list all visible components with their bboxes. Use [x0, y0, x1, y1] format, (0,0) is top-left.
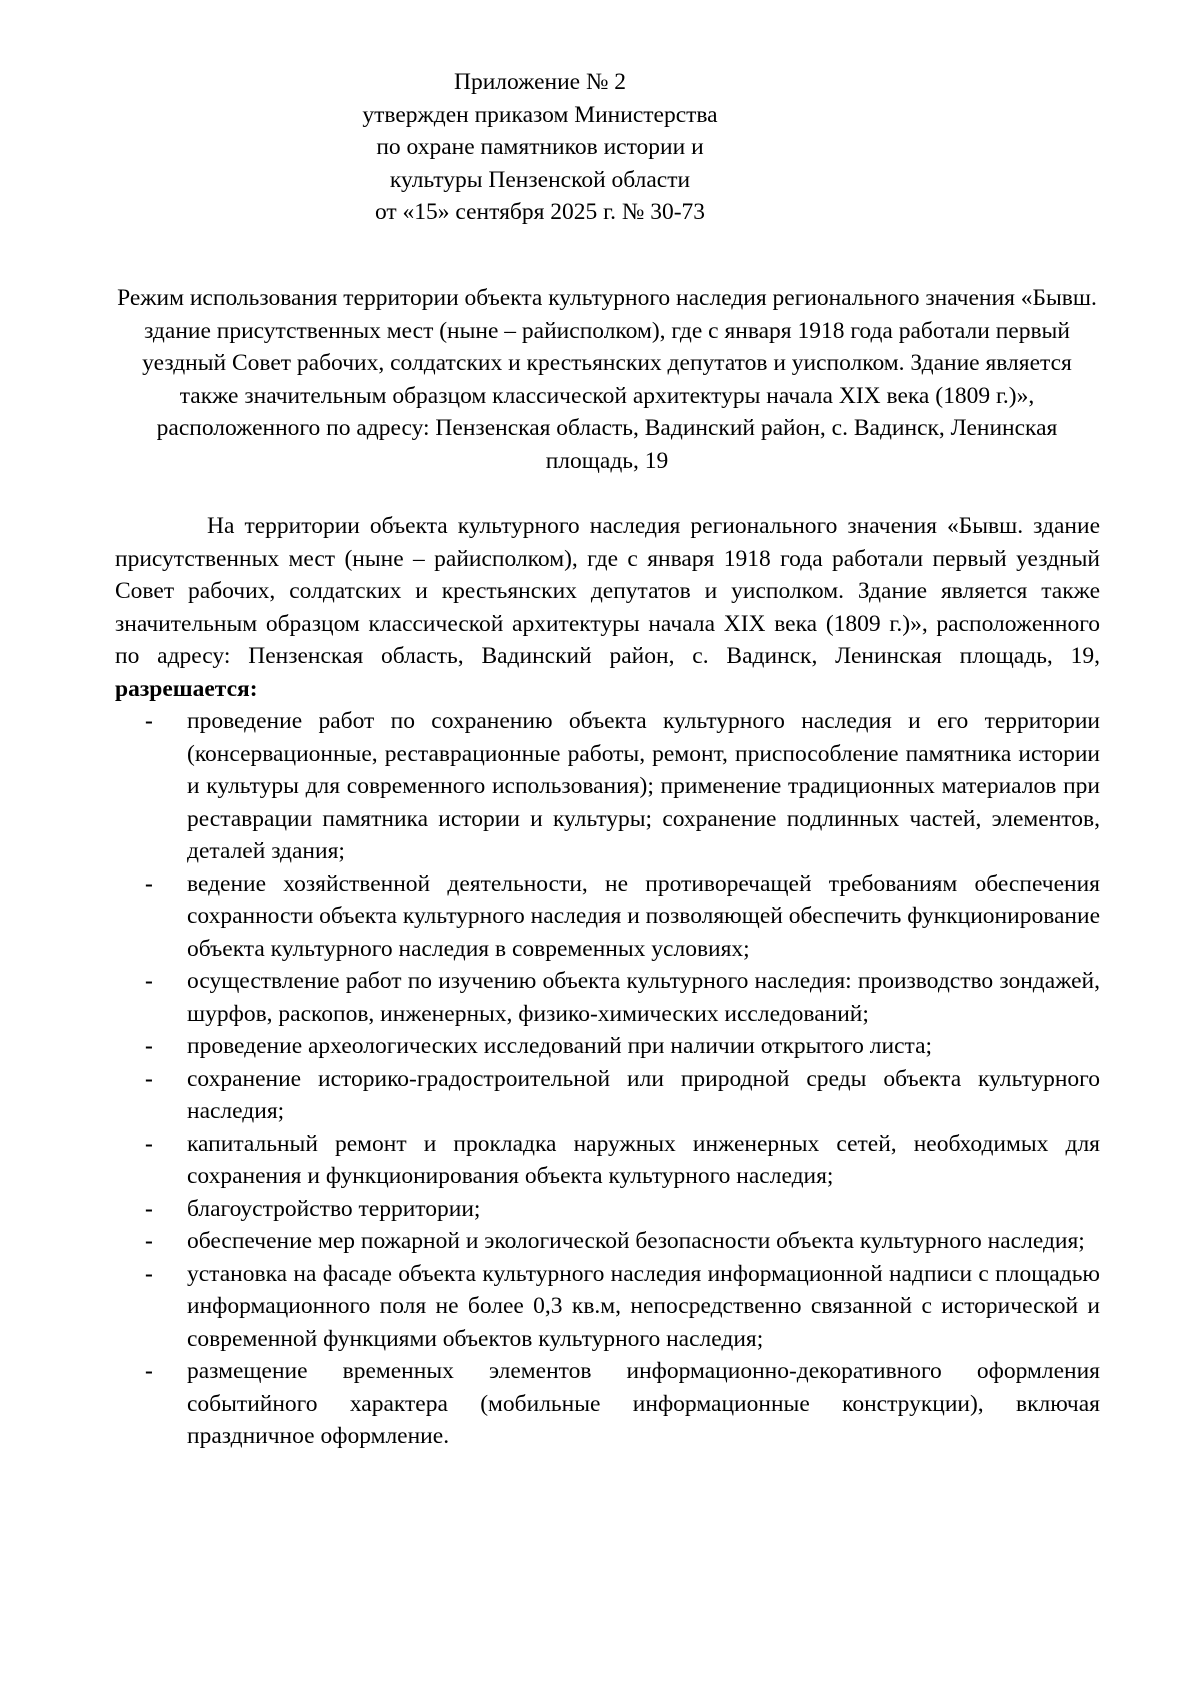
approval-line: от «15» сентября 2025 г. № 30-73: [374, 199, 706, 225]
list-item: [115, 1193, 1100, 1226]
list-item: [115, 1258, 1100, 1356]
list-marker: -: [145, 1195, 153, 1222]
list-item: [115, 1030, 1100, 1063]
approval-line: Приложение № 2: [453, 69, 627, 95]
list-marker: -: [145, 1033, 153, 1059]
list-item-text: размещение временных элементов информационно-декоративного оформления событийного характера (мобильные информационные конструкции), включая праздничное оформление.: [187, 1358, 1100, 1449]
list-marker: -: [145, 968, 153, 994]
intro-paragraph: [115, 510, 1100, 705]
list-item-text: проведение археологических исследований при наличии открытого листа;: [187, 1033, 933, 1059]
list-marker: -: [145, 1260, 153, 1287]
approval-line: утвержден приказом Министерства: [362, 101, 718, 128]
permitted-activities-list: [115, 705, 1100, 1453]
document-body: [115, 510, 1100, 1453]
intro-emphasis: разрешается:: [115, 675, 258, 702]
approval-line: по охране памятников истории и: [376, 134, 704, 160]
list-marker: -: [145, 870, 153, 897]
list-item-text: установка на фасаде объекта культурного наследия информационной надписи с площадью информационного поля не более 0,3 кв.м, непосредственно связанной с исторической и современной функциями объектов культурного наследия;: [187, 1260, 1100, 1352]
list-item-text: ведение хозяйственной деятельности, не противоречащей требованиям обеспечения сохранности объекта культурного наследия и позволяющей обеспечить функционирование объекта культурного наследия в современных условиях;: [187, 870, 1100, 962]
list-item: [115, 705, 1100, 868]
list-marker: -: [145, 708, 153, 734]
list-marker: -: [145, 1228, 153, 1254]
list-marker: -: [145, 1358, 153, 1384]
list-item: [115, 1355, 1100, 1453]
list-item: [115, 1063, 1100, 1128]
list-item: [115, 965, 1100, 1030]
list-item-text: сохранение историко-градостроительной или природной среды объекта культурного наследия;: [187, 1065, 1100, 1124]
approval-line: культуры Пензенской области: [389, 166, 691, 193]
intro-text: На территории объекта культурного наследия регионального значения «Бывш. здание присутственных мест (ныне – райисполком), где с января 1918 года работали первый уездный Совет рабочих, солдатских и крестьянских депутатов и уисполком. Здание является также значительным образцом классической архитектуры начала XIX века (1809 г.)», расположенного по адресу: Пензенская область, Вадинский район, с. Вадинск, Ленинская площадь, 19,: [115, 513, 1100, 669]
list-item-text: капитальный ремонт и прокладка наружных инженерных сетей, необходимых для сохранения и функционирования объекта культурного наследия;: [187, 1130, 1100, 1189]
document-title: Режим использования территории объекта культурного наследия регионального значения «Бывш. здание присутственных мест (ныне – райисполком), где с января 1918 года работали первый уездный Совет рабочих, солдатских и крестьянских депутатов и уисполком. Здание является также значительным образцом классической архитектуры начала XIX века (1809 г.)», расположенного по адресу: Пензенская область, Вадинский район, с. Вадинск, Ленинская площадь, 19: [117, 285, 1097, 474]
list-item-text: благоустройство территории;: [187, 1195, 481, 1222]
list-item-text: обеспечение мер пожарной и экологической безопасности объекта культурного наследия;: [187, 1228, 1085, 1254]
list-marker: -: [145, 1065, 153, 1092]
list-item: [115, 1128, 1100, 1193]
list-item: [115, 1225, 1100, 1258]
list-item-text: проведение работ по сохранению объекта культурного наследия и его территории (консервационные, реставрационные работы, ремонт, приспособление памятника истории и культуры для современного использования); применение традиционных материалов при реставрации памятника истории и культуры; сохранение подлинных частей, элементов, деталей здания;: [187, 708, 1100, 864]
approval-block: [300, 66, 780, 229]
list-marker: -: [145, 1130, 153, 1157]
list-item-text: осуществление работ по изучению объекта культурного наследия: производство зондажей, шурфов, раскопов, инженерных, физико-химических исследований;: [187, 968, 1100, 1027]
list-item: [115, 868, 1100, 966]
